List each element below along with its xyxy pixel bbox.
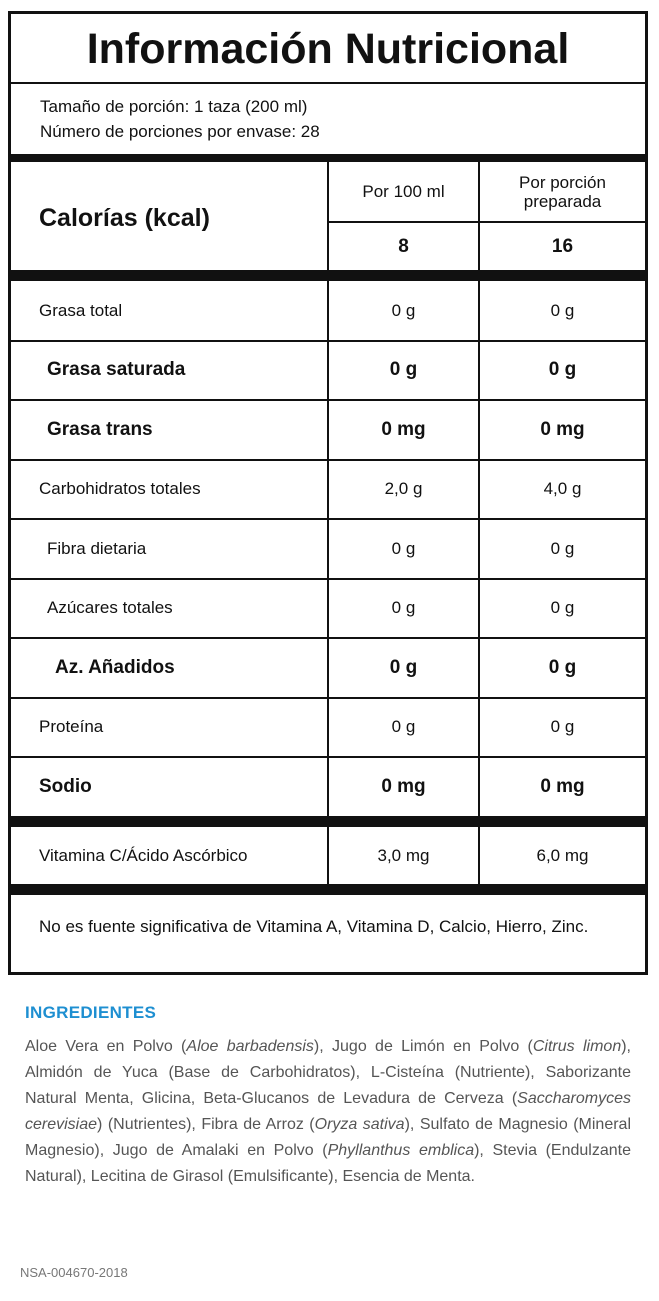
ingredient-text: ), Almidón de Yuca (Base de Carbohidratos), L-Cisteína (Nutriente), Saborizante Natural Menta, Glicina, Beta-Glucanos de Levadura de Cerveza ( <box>25 1038 631 1107</box>
col-header-per-100ml: Por 100 ml <box>362 181 445 201</box>
nutrient-per-100ml: 0 g <box>391 717 416 737</box>
ingredient-species: Oryza sativa <box>314 1116 405 1133</box>
ingredient-text: ), Sulfato de Magnesio (Mineral Magnesio), Jugo de Amalaki en Polvo ( <box>25 1116 631 1159</box>
ingredient-species: Phyllanthus emblica <box>327 1142 475 1159</box>
nutrient-per-serving: 0 mg <box>540 418 585 440</box>
nutrient-per-serving: 0 g <box>550 598 575 618</box>
nutrient-name: Proteína <box>39 717 104 737</box>
nutrient-name: Fibra dietaria <box>47 538 147 558</box>
divider-bar <box>11 884 645 895</box>
nutrient-per-serving: 0 mg <box>540 775 585 797</box>
calories-label: Calorías (kcal) <box>39 204 210 232</box>
serving-info <box>11 84 645 154</box>
nutrient-per-100ml: 0 mg <box>381 775 426 797</box>
ingredient-text: ), Jugo de Limón en Polvo ( <box>313 1038 533 1055</box>
ingredient-text: Aloe Vera en Polvo ( <box>25 1038 187 1055</box>
nutrient-name: Azúcares totales <box>47 598 173 618</box>
vitamin-name: Vitamina C/Ácido Ascórbico <box>39 845 248 865</box>
nutrient-name: Grasa trans <box>47 418 153 440</box>
serving-size: Tamaño de porción: 1 taza (200 ml) <box>40 97 308 116</box>
nutrient-per-serving: 0 g <box>548 359 577 381</box>
nutrient-per-100ml: 0 g <box>391 538 416 558</box>
ingredient-species: Saccharomyces cerevisiae <box>25 1090 631 1133</box>
nutrient-per-serving: 0 g <box>548 656 577 678</box>
vitamin-per-serving: 6,0 mg <box>536 845 589 865</box>
nutrient-per-100ml: 2,0 g <box>384 479 423 499</box>
nutrient-per-100ml: 0 g <box>391 598 416 618</box>
nutrient-per-serving: 4,0 g <box>543 479 582 499</box>
nutrient-per-serving: 0 g <box>550 717 575 737</box>
nutrient-name: Carbohidratos totales <box>39 479 201 499</box>
ingredients-heading: INGREDIENTES <box>25 1003 157 1022</box>
calories-per-serving: 16 <box>551 235 574 257</box>
divider-bar <box>11 154 645 162</box>
nutrient-name: Grasa saturada <box>47 359 186 381</box>
registration-number: NSA-004670-2018 <box>20 1265 128 1280</box>
divider-bar <box>11 270 645 281</box>
ingredient-text: ) (Nutrientes), Fibra de Arroz ( <box>97 1116 315 1133</box>
vitamin-per-100ml: 3,0 mg <box>377 845 430 865</box>
ingredients-text <box>25 1034 631 1190</box>
nutrient-per-100ml: 0 g <box>391 300 416 320</box>
divider-bar <box>11 816 645 827</box>
calories-per-100ml: 8 <box>398 235 409 257</box>
ingredient-species: Citrus limon <box>532 1038 622 1055</box>
nutrition-facts-panel <box>8 11 648 975</box>
ingredient-species: Aloe barbadensis <box>186 1038 314 1055</box>
nutrient-name: Grasa total <box>39 300 123 320</box>
nutrient-per-100ml: 0 mg <box>381 418 426 440</box>
nutrient-name: Az. Añadidos <box>55 656 175 678</box>
ingredient-text: ), Stevia (Endulzante Natural), Lecitina de Girasol (Emulsificante), Esencia de Menta. <box>25 1142 631 1185</box>
nutrient-per-serving: 0 g <box>550 300 575 320</box>
panel-title: Información Nutricional <box>11 14 645 84</box>
servings-per-container: Número de porciones por envase: 28 <box>40 122 320 141</box>
col-header-per-serving: Por porción preparada <box>519 172 606 211</box>
nutrient-per-100ml: 0 g <box>389 656 418 678</box>
nutrient-name: Sodio <box>39 775 92 797</box>
nutrient-per-serving: 0 g <box>550 538 575 558</box>
nutrient-per-100ml: 0 g <box>389 359 418 381</box>
footnote: No es fuente significativa de Vitamina A, Vitamina D, Calcio, Hierro, Zinc. <box>39 917 589 936</box>
